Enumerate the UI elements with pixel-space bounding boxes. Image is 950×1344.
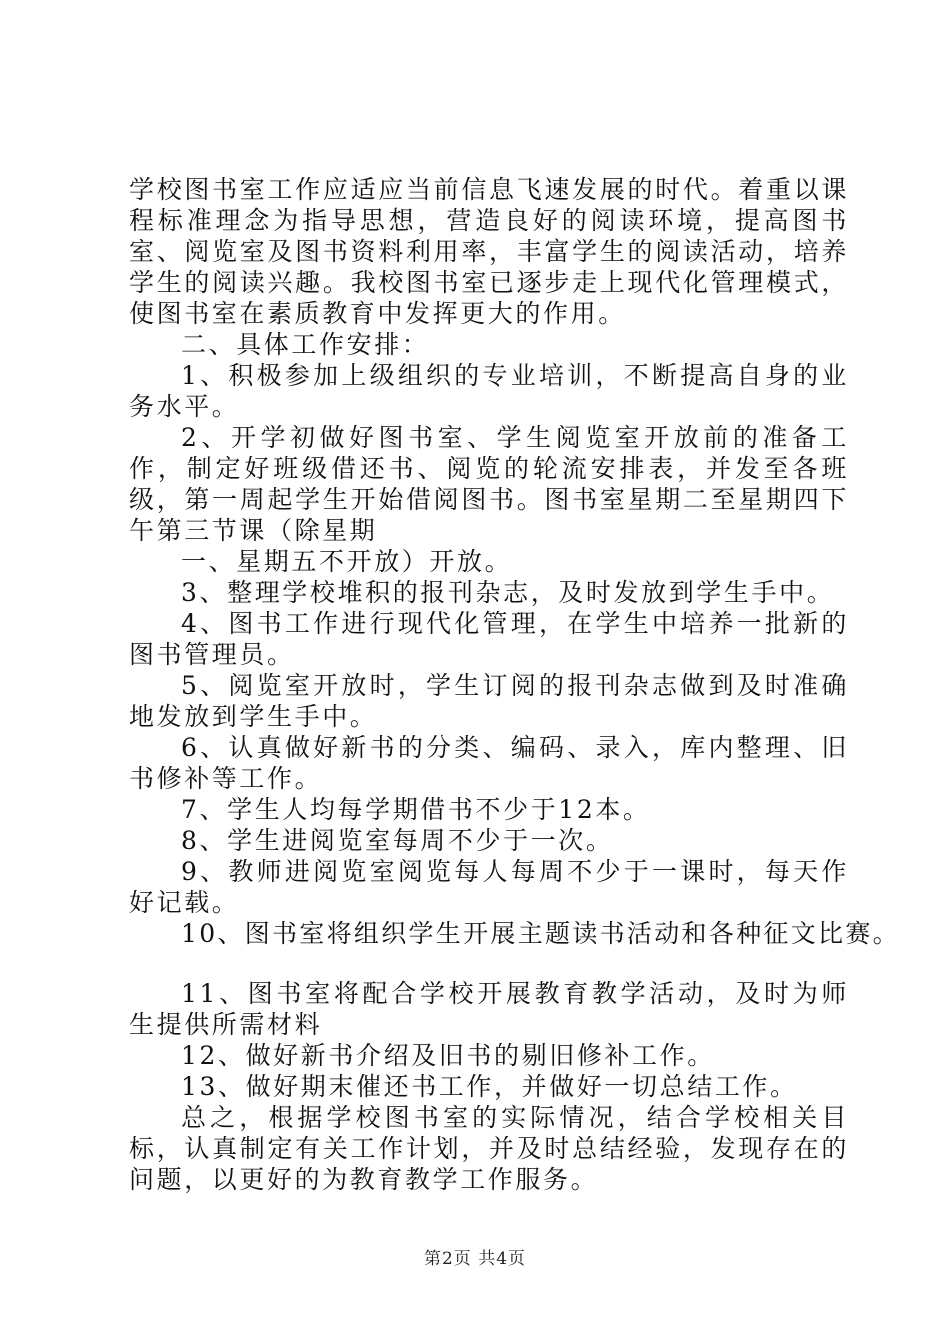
list-item: 5、阅览室开放时，学生订阅的报刊杂志做到及时准确地发放到学生手中。 — [129, 671, 849, 731]
summary-paragraph: 总之，根据学校图书室的实际情况，结合学校相关目标，认真制定有关工作计划，并及时总结经验，发现存在的问题，以更好的为教育教学工作服务。 — [129, 1103, 849, 1194]
list-item: 12、做好新书介绍及旧书的剔旧修补工作。 — [181, 1041, 715, 1070]
document-body — [129, 174, 900, 1195]
list-item: 9、教师进阅览室阅览每人每周不少于一课时，每天作好记载。 — [129, 857, 849, 917]
list-item: 13、做好期末催还书工作，并做好一切总结工作。 — [181, 1072, 798, 1101]
list-item: 3、整理学校堆积的报刊杂志，及时发放到学生手中。 — [181, 578, 835, 607]
list-item: 7、学生人均每学期借书不少于12本。 — [181, 795, 651, 824]
list-item: 4、图书工作进行现代化管理，在学生中培养一批新的图书管理员。 — [129, 609, 849, 669]
list-item: 6、认真做好新书的分类、编码、录入，库内整理、旧书修补等工作。 — [129, 733, 849, 793]
list-item-continuation: 一、星期五不开放）开放。 — [181, 547, 513, 576]
list-item: 10、图书室将组织学生开展主题读书活动和各种征文比赛。 — [181, 919, 900, 948]
list-item: 2、开学初做好图书室、学生阅览室开放前的准备工作，制定好班级借还书、阅览的轮流安排表，并发至各班级，第一周起学生开始借阅图书。图书室星期二至星期四下午第三节课（除星期 — [129, 423, 849, 545]
list-item: 8、学生进阅览室每周不少于一次。 — [181, 826, 614, 855]
list-item: 11、图书室将配合学校开展教育教学活动，及时为师生提供所需材料 — [129, 979, 849, 1039]
section-heading: 二、具体工作安排： — [181, 330, 430, 359]
page-number: 第2页 共4页 — [423, 1249, 527, 1269]
intro-paragraph: 学校图书室工作应适应当前信息飞速发展的时代。着重以课程标准理念为指导思想，营造良好的阅读环境，提高图书室、阅览室及图书资料利用率，丰富学生的阅读活动，培养学生的阅读兴趣。我校图书室已逐步走上现代化管理模式，使图书室在素质教育中发挥更大的作用。 — [129, 175, 849, 328]
list-item: 1、积极参加上级组织的专业培训，不断提高自身的业务水平。 — [129, 361, 849, 421]
